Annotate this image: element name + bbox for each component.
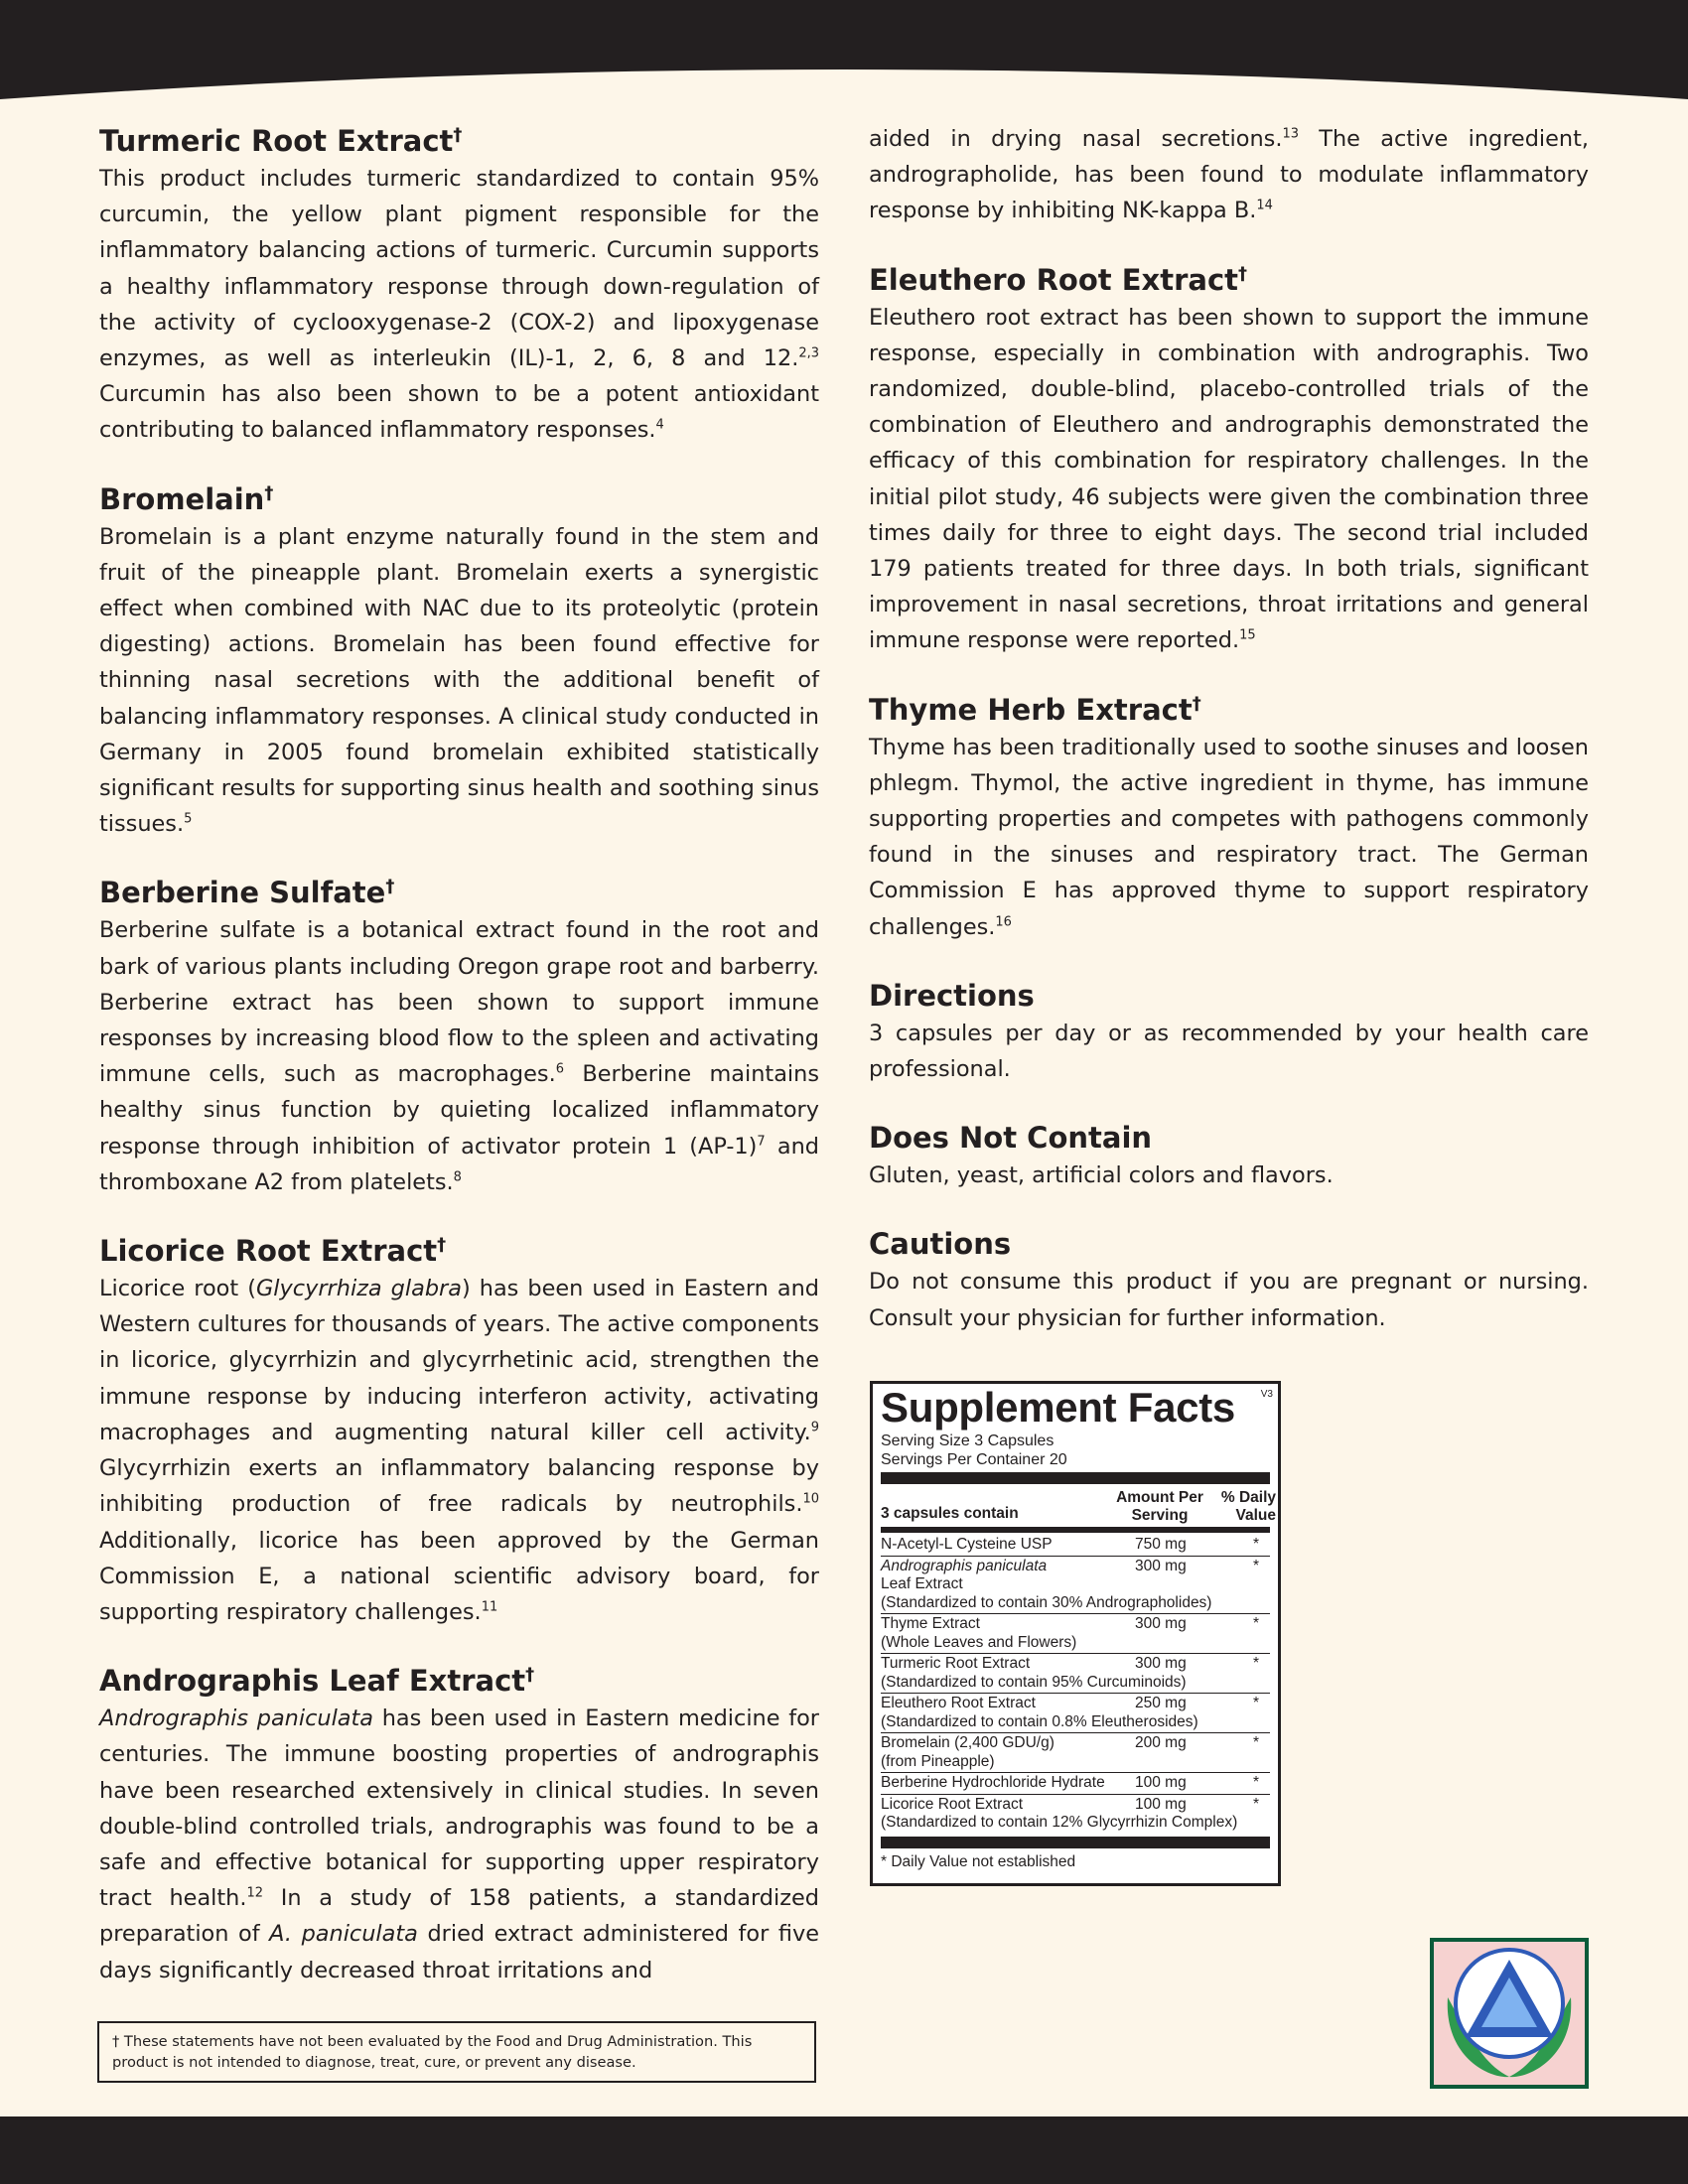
text-run: 3 capsules per day or as recommended by your health care professional.: [869, 1020, 1589, 1083]
dagger-mark: †: [1192, 692, 1201, 714]
ingredient-detail: (Standardized to contain 95% Curcuminoids): [881, 1673, 1187, 1691]
facts-header-row: [881, 1487, 1276, 1525]
version-label: V3: [1260, 1389, 1273, 1400]
heading-text: Andrographis Leaf Extract: [99, 1664, 526, 1699]
ingredient-name: Thyme Extract: [881, 1615, 980, 1632]
section-heading: [99, 873, 819, 912]
section-paragraph: [869, 1016, 1589, 1087]
section-left-1: [99, 479, 819, 843]
heading-text: Bromelain: [99, 481, 265, 516]
section-heading: [99, 1231, 819, 1271]
section-heading: [99, 121, 819, 161]
ingredient-daily-value: *: [1253, 1615, 1260, 1632]
section-left-0: [99, 121, 819, 449]
column-daily-value: % Daily Value: [1220, 1489, 1276, 1524]
divider-medium: [881, 1527, 1270, 1533]
right-column: [869, 121, 1589, 1367]
dagger-mark: †: [264, 481, 274, 503]
text-run: and thromboxane A2 from platelets.: [99, 1133, 820, 1195]
section-right-1: [869, 690, 1589, 945]
text-run: ) has been used in Eastern and Western cultures for thousands of years. The active components in licorice, glycyrrhizin and glycyrrhetinic acid, strengthen the immune response by inducing interferon activity, activating macrophages and augmenting natural killer cell activity.: [99, 1276, 820, 1445]
section-heading: [99, 479, 819, 519]
facts-rows: [881, 1535, 1270, 1834]
footnote-ref: 16: [995, 914, 1012, 930]
text-run: Eleuthero root extract has been shown to support the immune response, especially in combination with andrographis. Two randomized, double-blind, placebo-controlled trials of the combination of Eleuthero and andrographis demonstrated the efficacy of this combination for respiratory challenges. In the initial pilot study, 46 subjects were given the combination three times daily for three to eight days. The second trial included 179 patients treated for three days. In both trials, significant improvement in nasal secretions, throat irritations and general immune response were reported.: [869, 304, 1589, 654]
text-run: Thyme has been traditionally used to soothe sinuses and loosen phlegm. Thymol, the active ingredient in thyme, has immune supporting properties and competes with pathogens commonly found in the sinuses and respiratory tract. The German Commission E has approved thyme to support respiratory challenges.: [869, 734, 1589, 940]
column-amount: Amount Per Serving: [1116, 1489, 1203, 1524]
ingredient-amount: 100 mg: [1135, 1774, 1187, 1791]
ingredient-daily-value: *: [1253, 1774, 1260, 1791]
ingredient-daily-value: *: [1253, 1734, 1260, 1751]
ingredient-name: Licorice Root Extract: [881, 1795, 1023, 1813]
text-run: dried extract administered for five days significantly decreased throat irritations and: [99, 1921, 819, 1983]
footnote-ref: 6: [555, 1061, 564, 1077]
footnote-ref: 8: [453, 1169, 462, 1185]
heading-text: Berberine Sulfate: [99, 876, 386, 910]
ingredient-amount: 300 mg: [1135, 1615, 1187, 1632]
divider-thick-bottom: [881, 1837, 1270, 1848]
footnote-ref: 15: [1239, 627, 1256, 643]
divider-thick: [881, 1472, 1270, 1484]
ingredient-daily-value: *: [1253, 1655, 1260, 1672]
facts-row: [881, 1772, 1270, 1794]
section-right-3: [869, 1118, 1589, 1193]
footnote-ref: 14: [1256, 198, 1273, 213]
ingredient-detail: (Standardized to contain 30% Andrographolides): [881, 1593, 1212, 1611]
continuation-section: [869, 121, 1589, 229]
footnote-ref: 5: [184, 811, 193, 827]
dagger-mark: †: [1238, 262, 1248, 284]
section-paragraph: [869, 1264, 1589, 1335]
dagger-mark: †: [385, 876, 395, 897]
section-heading: [869, 1118, 1589, 1158]
section-paragraph: [869, 300, 1589, 659]
text-run: Curcumin has also been shown to be a potent antioxidant contributing to balanced inflammatory responses.: [99, 381, 819, 444]
dagger-mark: †: [437, 1234, 447, 1256]
heading-text: Cautions: [869, 1227, 1012, 1262]
ingredient-name: Andrographis paniculata: [881, 1557, 1048, 1574]
italic-text: Andrographis paniculata: [99, 1706, 374, 1732]
ingredient-detail: (Whole Leaves and Flowers): [881, 1633, 1077, 1651]
facts-row: [881, 1613, 1270, 1653]
italic-text: Glycyrrhiza glabra: [255, 1276, 462, 1302]
facts-row: [881, 1535, 1270, 1556]
dagger-mark: †: [453, 124, 463, 146]
heading-text: Eleuthero Root Extract: [869, 262, 1239, 297]
footnote-ref: 12: [246, 1885, 264, 1901]
text-run: The active ingredient, andrographolide, has been found to modulate inflammatory response by inhibiting NK-kappa B.: [869, 126, 1590, 224]
section-heading: [869, 1224, 1589, 1264]
section-heading: [869, 976, 1589, 1016]
text-run: Licorice root (: [99, 1276, 256, 1302]
footnote-ref: 10: [802, 1491, 819, 1507]
section-heading: [869, 260, 1589, 300]
heading-text: Directions: [869, 978, 1035, 1013]
fda-disclaimer: † These statements have not been evaluated by the Food and Drug Administration. This product is not intended to diagnose, treat, cure, or prevent any disease.: [97, 2021, 816, 2083]
section-right-4: [869, 1224, 1589, 1335]
section-paragraph: [99, 519, 819, 843]
triangle-in-leaves-logo-icon: [1430, 1938, 1589, 2089]
facts-row: [881, 1693, 1270, 1732]
ingredient-daily-value: *: [1253, 1695, 1260, 1711]
ingredient-name: N-Acetyl-L Cysteine USP: [881, 1536, 1053, 1553]
text-run: Additionally, licorice has been approved by the German Commission E, a national scientific advisory board, for supporting respiratory challenges.: [99, 1527, 819, 1625]
ingredient-daily-value: *: [1253, 1795, 1260, 1813]
text-run: In a study of 158 patients, a standardized preparation of: [99, 1885, 819, 1948]
footnote-ref: 13: [1282, 126, 1300, 142]
ingredient-amount: 750 mg: [1135, 1536, 1187, 1553]
text-run: Berberine maintains healthy sinus function by quieting localized inflammatory response through inhibition of activator protein 1 (AP-1): [99, 1061, 819, 1160]
ingredient-name: Turmeric Root Extract: [881, 1655, 1031, 1672]
section-left-4: [99, 1661, 819, 1988]
ingredient-amount: 250 mg: [1135, 1695, 1187, 1711]
footnote-ref: 7: [757, 1134, 766, 1150]
text-run: Gluten, yeast, artificial colors and flavors.: [869, 1162, 1334, 1189]
footnote-ref: 11: [481, 1599, 498, 1615]
bottom-band: [0, 2116, 1688, 2184]
heading-text: Turmeric Root Extract: [99, 124, 454, 158]
top-band: [0, 0, 1688, 109]
heading-text: Does Not Contain: [869, 1121, 1153, 1156]
section-heading: [869, 690, 1589, 730]
facts-footnote: * Daily Value not established: [881, 1852, 1076, 1870]
text-run: Do not consume this product if you are pregnant or nursing. Consult your physician for further information.: [869, 1269, 1589, 1331]
ingredient-daily-value: *: [1253, 1557, 1260, 1574]
text-run: aided in drying nasal secretions.: [869, 126, 1283, 152]
ingredient-amount: 200 mg: [1135, 1734, 1187, 1751]
servings-per-container: Servings Per Container 20: [881, 1451, 1067, 1468]
facts-row: [881, 1732, 1270, 1772]
section-paragraph: [99, 1271, 819, 1630]
facts-row: [881, 1556, 1270, 1614]
heading-text: Licorice Root Extract: [99, 1234, 438, 1269]
ingredient-detail: (Standardized to contain 0.8% Eleutherosides): [881, 1712, 1198, 1730]
ingredient-detail: (from Pineapple): [881, 1752, 995, 1770]
section-left-2: [99, 873, 819, 1200]
ingredient-amount: 300 mg: [1135, 1557, 1187, 1574]
section-paragraph: [99, 1701, 819, 1988]
left-column: [99, 121, 819, 2019]
facts-row: [881, 1794, 1270, 1834]
ingredient-detail: (Standardized to contain 12% Glycyrrhizin Complex): [881, 1814, 1238, 1831]
text-run: This product includes turmeric standardized to contain 95% curcumin, the yellow plant pigment responsible for the inflammatory balancing actions of turmeric. Curcumin supports a healthy inflammatory response through down-regulation of the activity of cyclooxygenase-2 (COX-2) and lipoxygenase enzymes, as well as interleukin (IL)-1, 2, 6, 8 and 12.: [99, 166, 819, 372]
section-heading: [99, 1661, 819, 1701]
section-left-3: [99, 1231, 819, 1630]
footnote-ref: 9: [810, 1420, 819, 1435]
text-run: Bromelain is a plant enzyme naturally found in the stem and fruit of the pineapple plant. Bromelain exerts a synergistic effect when combined with NAC due to its proteolytic (protein digesting) actions. Bromelain has been found effective for thinning nasal secretions with the additional benefit of balancing inflammatory responses. A clinical study conducted in Germany in 2005 found bromelain exhibited statistically significant results for supporting sinus health and soothing sinus tissues.: [99, 523, 819, 838]
heading-text: Thyme Herb Extract: [869, 692, 1193, 727]
italic-text: A. paniculata: [269, 1921, 418, 1948]
column-contain: 3 capsules contain: [881, 1505, 1019, 1522]
ingredient-name: Eleuthero Root Extract: [881, 1695, 1036, 1711]
section-right-0: [869, 260, 1589, 659]
ingredient-name: Bromelain (2,400 GDU/g): [881, 1734, 1055, 1751]
ingredient-name: Berberine Hydrochloride Hydrate: [881, 1774, 1105, 1791]
continuation-paragraph: [869, 121, 1589, 229]
facts-row: [881, 1653, 1270, 1693]
section-paragraph: [99, 161, 819, 449]
text-run: Berberine sulfate is a botanical extract found in the root and bark of various plants including Oregon grape root and barberry. Berberine extract has been shown to support immune responses by increasing blood flow to the spleen and activating immune cells, such as macrophages.: [99, 917, 819, 1088]
text-run: has been used in Eastern medicine for centuries. The immune boosting properties of andrographis have been researched extensively in clinical studies. In seven double-blind controlled trials, andrographis was found to be a safe and effective botanical for supporting upper respiratory tract health.: [99, 1706, 819, 1912]
supplement-facts-panel: [870, 1381, 1281, 1886]
ingredient-amount: 300 mg: [1135, 1655, 1187, 1672]
serving-size: Serving Size 3 Capsules: [881, 1433, 1055, 1449]
section-paragraph: [869, 1158, 1589, 1193]
section-paragraph: [99, 912, 819, 1200]
ingredient-detail: Leaf Extract: [881, 1575, 963, 1592]
supplement-facts-title: Supplement Facts: [881, 1384, 1235, 1431]
section-paragraph: [869, 730, 1589, 945]
footnote-ref: 4: [655, 417, 664, 433]
section-right-2: [869, 976, 1589, 1087]
text-run: Glycyrrhizin exerts an inflammatory balancing response by inhibiting production of free radicals by neutrophils.: [99, 1455, 819, 1518]
footnote-ref: 2,3: [798, 345, 819, 361]
dagger-mark: †: [525, 1664, 535, 1686]
ingredient-amount: 100 mg: [1135, 1795, 1187, 1813]
ingredient-daily-value: *: [1253, 1536, 1260, 1553]
